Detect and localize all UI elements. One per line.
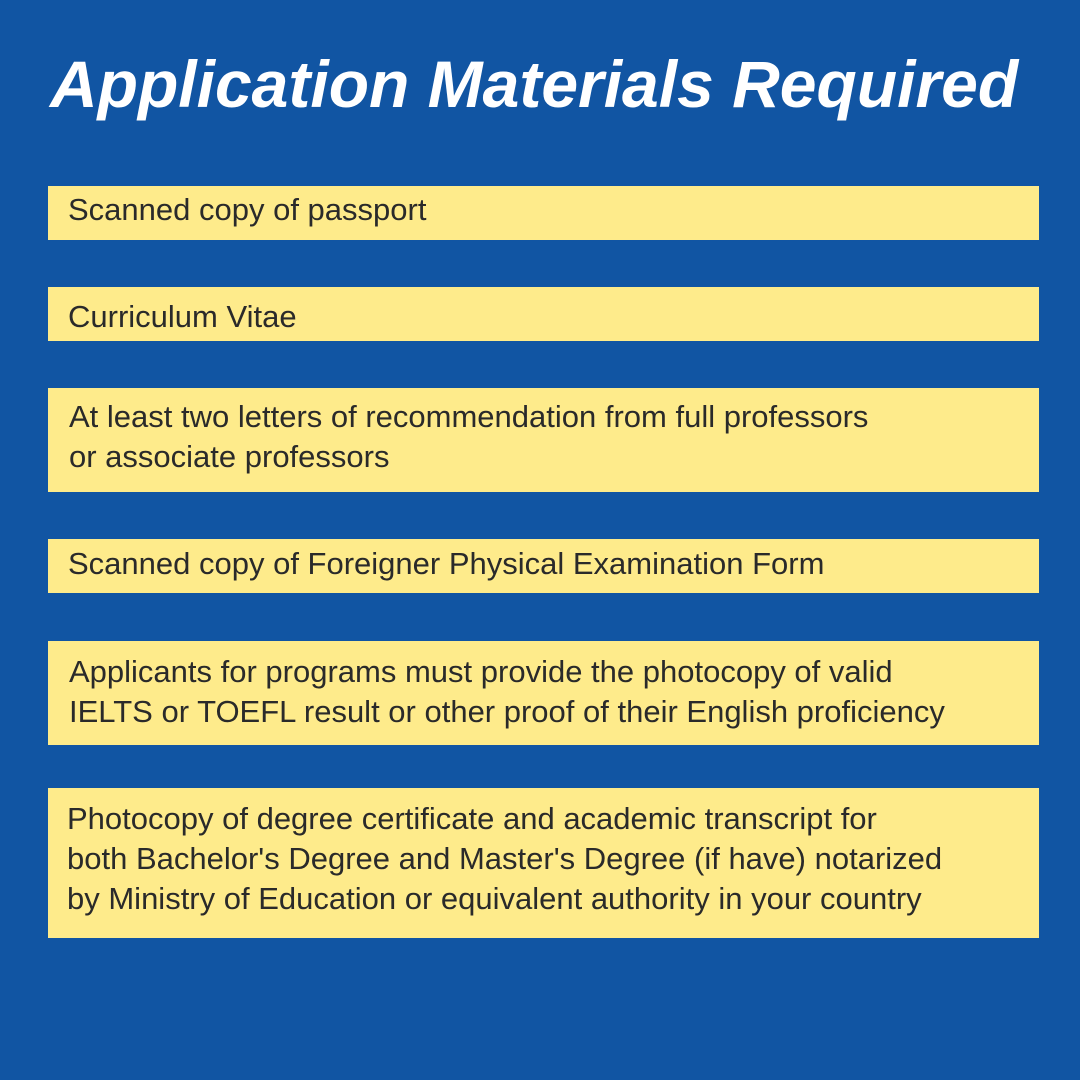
requirement-passport: Scanned copy of passport [48,186,1039,240]
page-title: Application Materials Required [50,47,1019,121]
requirement-degree-documents: Photocopy of degree certificate and academic transcript for both Bachelor's Degree and Master's Degree (if have) notarized by Ministry of Education or equivalent authority in your country [48,788,1039,938]
requirement-physical-exam: Scanned copy of Foreigner Physical Examination Form [48,539,1039,593]
requirement-cv: Curriculum Vitae [48,287,1039,341]
requirement-english-proficiency: Applicants for programs must provide the photocopy of valid IELTS or TOEFL result or other proof of their English proficiency [48,641,1039,745]
requirement-recommendation-letters: At least two letters of recommendation from full professors or associate professors [48,388,1039,492]
